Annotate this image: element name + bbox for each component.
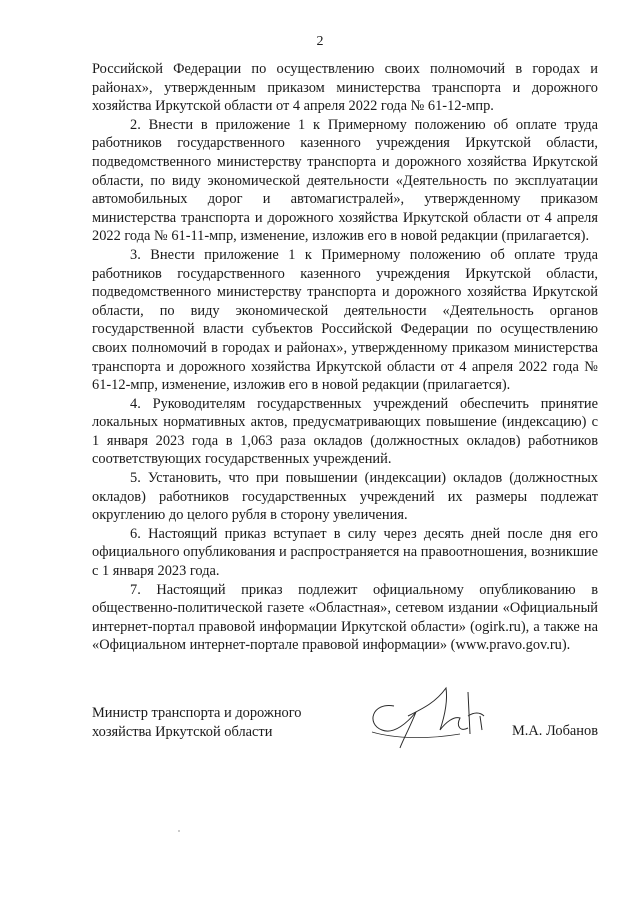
signer-title-line-2: хозяйства Иркутской области — [92, 723, 273, 740]
paragraph-item-4: 4. Руководителям государственных учреждений обеспечить принятие локальных нормативных актов, предусматривающих повышение (индексацию) с 1 января 2023 года в 1,063 раза окладов (должностных окладов) работников соответствующих государственных учреждений. — [92, 395, 598, 468]
document-body — [92, 60, 598, 655]
scan-artifact — [178, 830, 180, 832]
paragraph-item-5: 5. Установить, что при повышении (индексации) окладов (должностных окладов) работников государственных учреждений их размеры подлежат округлению до целого рубля в сторону увеличения. — [92, 470, 598, 524]
signer-title-line-1: Министр транспорта и дорожного — [92, 705, 302, 721]
handwritten-signature — [364, 672, 494, 752]
signer-title — [92, 704, 352, 741]
paragraph-continuation: Российской Федерации по осуществлению своих полномочий в городах и районах», утвержденным приказом министерства транспорта и дорожного хозяйства Иркутской области от 4 апреля 2022 года № 61-12-мпр. — [92, 61, 598, 115]
page-number: 2 — [316, 34, 324, 49]
paragraph-item-3: 3. Внести приложение 1 к Примерному положению об оплате труда работников государственного казенного учреждения Иркутской области, подведомственного министерству транспорта и дорожного хозяйства Иркутской области, по виду экономической деятельности «Деятельность органов государственной власти субъектов Российской Федерации по осуществлению своих полномочий в городах и районах», утвержденному приказом министерства транспорта и дорожного хозяйства Иркутской области от 4 апреля 2022 года № 61-12-мпр, изменение, изложив его в новой редакции (прилагается). — [92, 246, 598, 394]
paragraph-item-7: 7. Настоящий приказ подлежит официальному опубликованию в общественно-политической газете «Областная», сетевом издании «Официальный интернет-портал правовой информации Иркутской области» (ogirk.ru), а также на «Официальном интернет-портале правовой информации» (www.pravo.gov.ru). — [92, 581, 598, 654]
paragraph-item-2: 2. Внести в приложение 1 к Примерному положению об оплате труда работников государственного казенного учреждения Иркутской области, подведомственного министерству транспорта и дорожного хозяйства Иркутской области, по виду экономической деятельности «Деятельность по эксплуатации автомобильных дорог и автомагистралей», утвержденному приказом министерства транспорта и дорожного хозяйства Иркутской области от 4 апреля 2022 года № 61-11-мпр, изменение, изложив его в новой редакции (прилагается). — [92, 116, 598, 245]
paragraph-item-6: 6. Настоящий приказ вступает в силу через десять дней после дня его официального опубликования и распространяется на правоотношения, возникшие с 1 января 2023 года. — [92, 525, 598, 580]
signer-name: М.А. Лобанов — [512, 723, 598, 739]
